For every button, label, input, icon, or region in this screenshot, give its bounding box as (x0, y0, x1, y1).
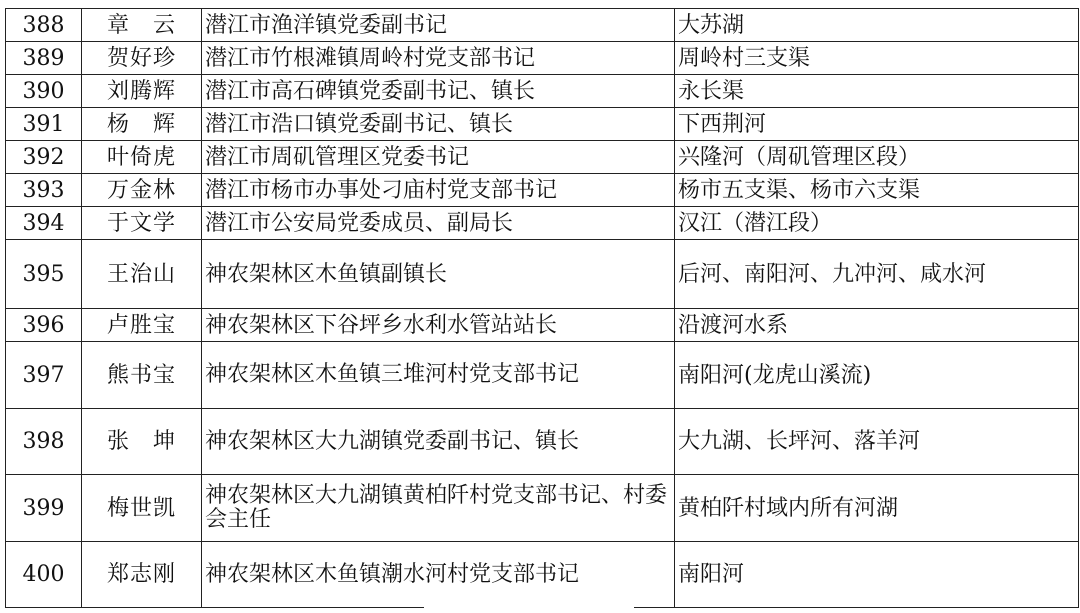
table-row (6, 141, 1079, 174)
position-title: 神农架林区下谷坪乡水利水管站站长 (202, 309, 675, 342)
row-number: 400 (6, 542, 82, 608)
assigned-river: 永长渠 (675, 75, 1079, 108)
assigned-river: 大九湖、长坪河、落羊河 (675, 409, 1079, 475)
position-title: 神农架林区大九湖镇党委副书记、镇长 (202, 409, 675, 475)
person-name: 郑志刚 (82, 542, 202, 608)
assigned-river: 南阳河 (675, 542, 1079, 608)
row-number: 389 (6, 42, 82, 75)
person-name: 熊书宝 (82, 342, 202, 409)
table-row (6, 207, 1079, 240)
row-number: 392 (6, 141, 82, 174)
position-title: 潜江市周矶管理区党委书记 (202, 141, 675, 174)
table-row (6, 342, 1079, 409)
table-row (6, 42, 1079, 75)
position-title: 神农架林区木鱼镇副镇长 (202, 240, 675, 309)
person-name: 叶倚虎 (82, 141, 202, 174)
person-name: 梅世凯 (82, 475, 202, 542)
position-title: 潜江市浩口镇党委副书记、镇长 (202, 108, 675, 141)
person-name: 章 云 (82, 9, 202, 42)
row-number: 390 (6, 75, 82, 108)
position-title: 神农架林区木鱼镇三堆河村党支部书记 (202, 342, 675, 409)
person-name: 贺好珍 (82, 42, 202, 75)
row-number: 394 (6, 207, 82, 240)
row-number: 393 (6, 174, 82, 207)
row-number: 398 (6, 409, 82, 475)
row-number: 395 (6, 240, 82, 309)
position-title: 潜江市渔洋镇党委副书记 (202, 9, 675, 42)
river-chief-table (5, 8, 1079, 608)
row-number: 391 (6, 108, 82, 141)
position-title: 潜江市竹根滩镇周岭村党支部书记 (202, 42, 675, 75)
person-name: 刘腾辉 (82, 75, 202, 108)
position-title: 神农架林区大九湖镇黄柏阡村党支部书记、村委会主任 (202, 475, 675, 542)
assigned-river: 南阳河(龙虎山溪流) (675, 342, 1079, 409)
person-name: 张 坤 (82, 409, 202, 475)
person-name: 于文学 (82, 207, 202, 240)
position-title: 潜江市高石碑镇党委副书记、镇长 (202, 75, 675, 108)
assigned-river: 周岭村三支渠 (675, 42, 1079, 75)
table-row (6, 309, 1079, 342)
assigned-river: 杨市五支渠、杨市六支渠 (675, 174, 1079, 207)
assigned-river: 下西荆河 (675, 108, 1079, 141)
row-number: 397 (6, 342, 82, 409)
table-row (6, 240, 1079, 309)
table-row (6, 174, 1079, 207)
table-row (6, 75, 1079, 108)
assigned-river: 后河、南阳河、九冲河、咸水河 (675, 240, 1079, 309)
table-row (6, 475, 1079, 542)
position-title: 潜江市杨市办事处刁庙村党支部书记 (202, 174, 675, 207)
table-row (6, 108, 1079, 141)
person-name: 杨 辉 (82, 108, 202, 141)
assigned-river: 汉江（潜江段） (675, 207, 1079, 240)
assigned-river: 沿渡河水系 (675, 309, 1079, 342)
assigned-river: 兴隆河（周矶管理区段） (675, 141, 1079, 174)
person-name: 万金林 (82, 174, 202, 207)
position-title: 潜江市公安局党委成员、副局长 (202, 207, 675, 240)
row-number: 399 (6, 475, 82, 542)
obscured-strip (424, 592, 634, 613)
table-row (6, 409, 1079, 475)
person-name: 卢胜宝 (82, 309, 202, 342)
assigned-river: 黄柏阡村域内所有河湖 (675, 475, 1079, 542)
table-row (6, 9, 1079, 42)
row-number: 396 (6, 309, 82, 342)
position-title: 神农架林区木鱼镇潮水河村党支部书记 (202, 542, 675, 608)
row-number: 388 (6, 9, 82, 42)
assigned-river: 大苏湖 (675, 9, 1079, 42)
person-name: 王治山 (82, 240, 202, 309)
